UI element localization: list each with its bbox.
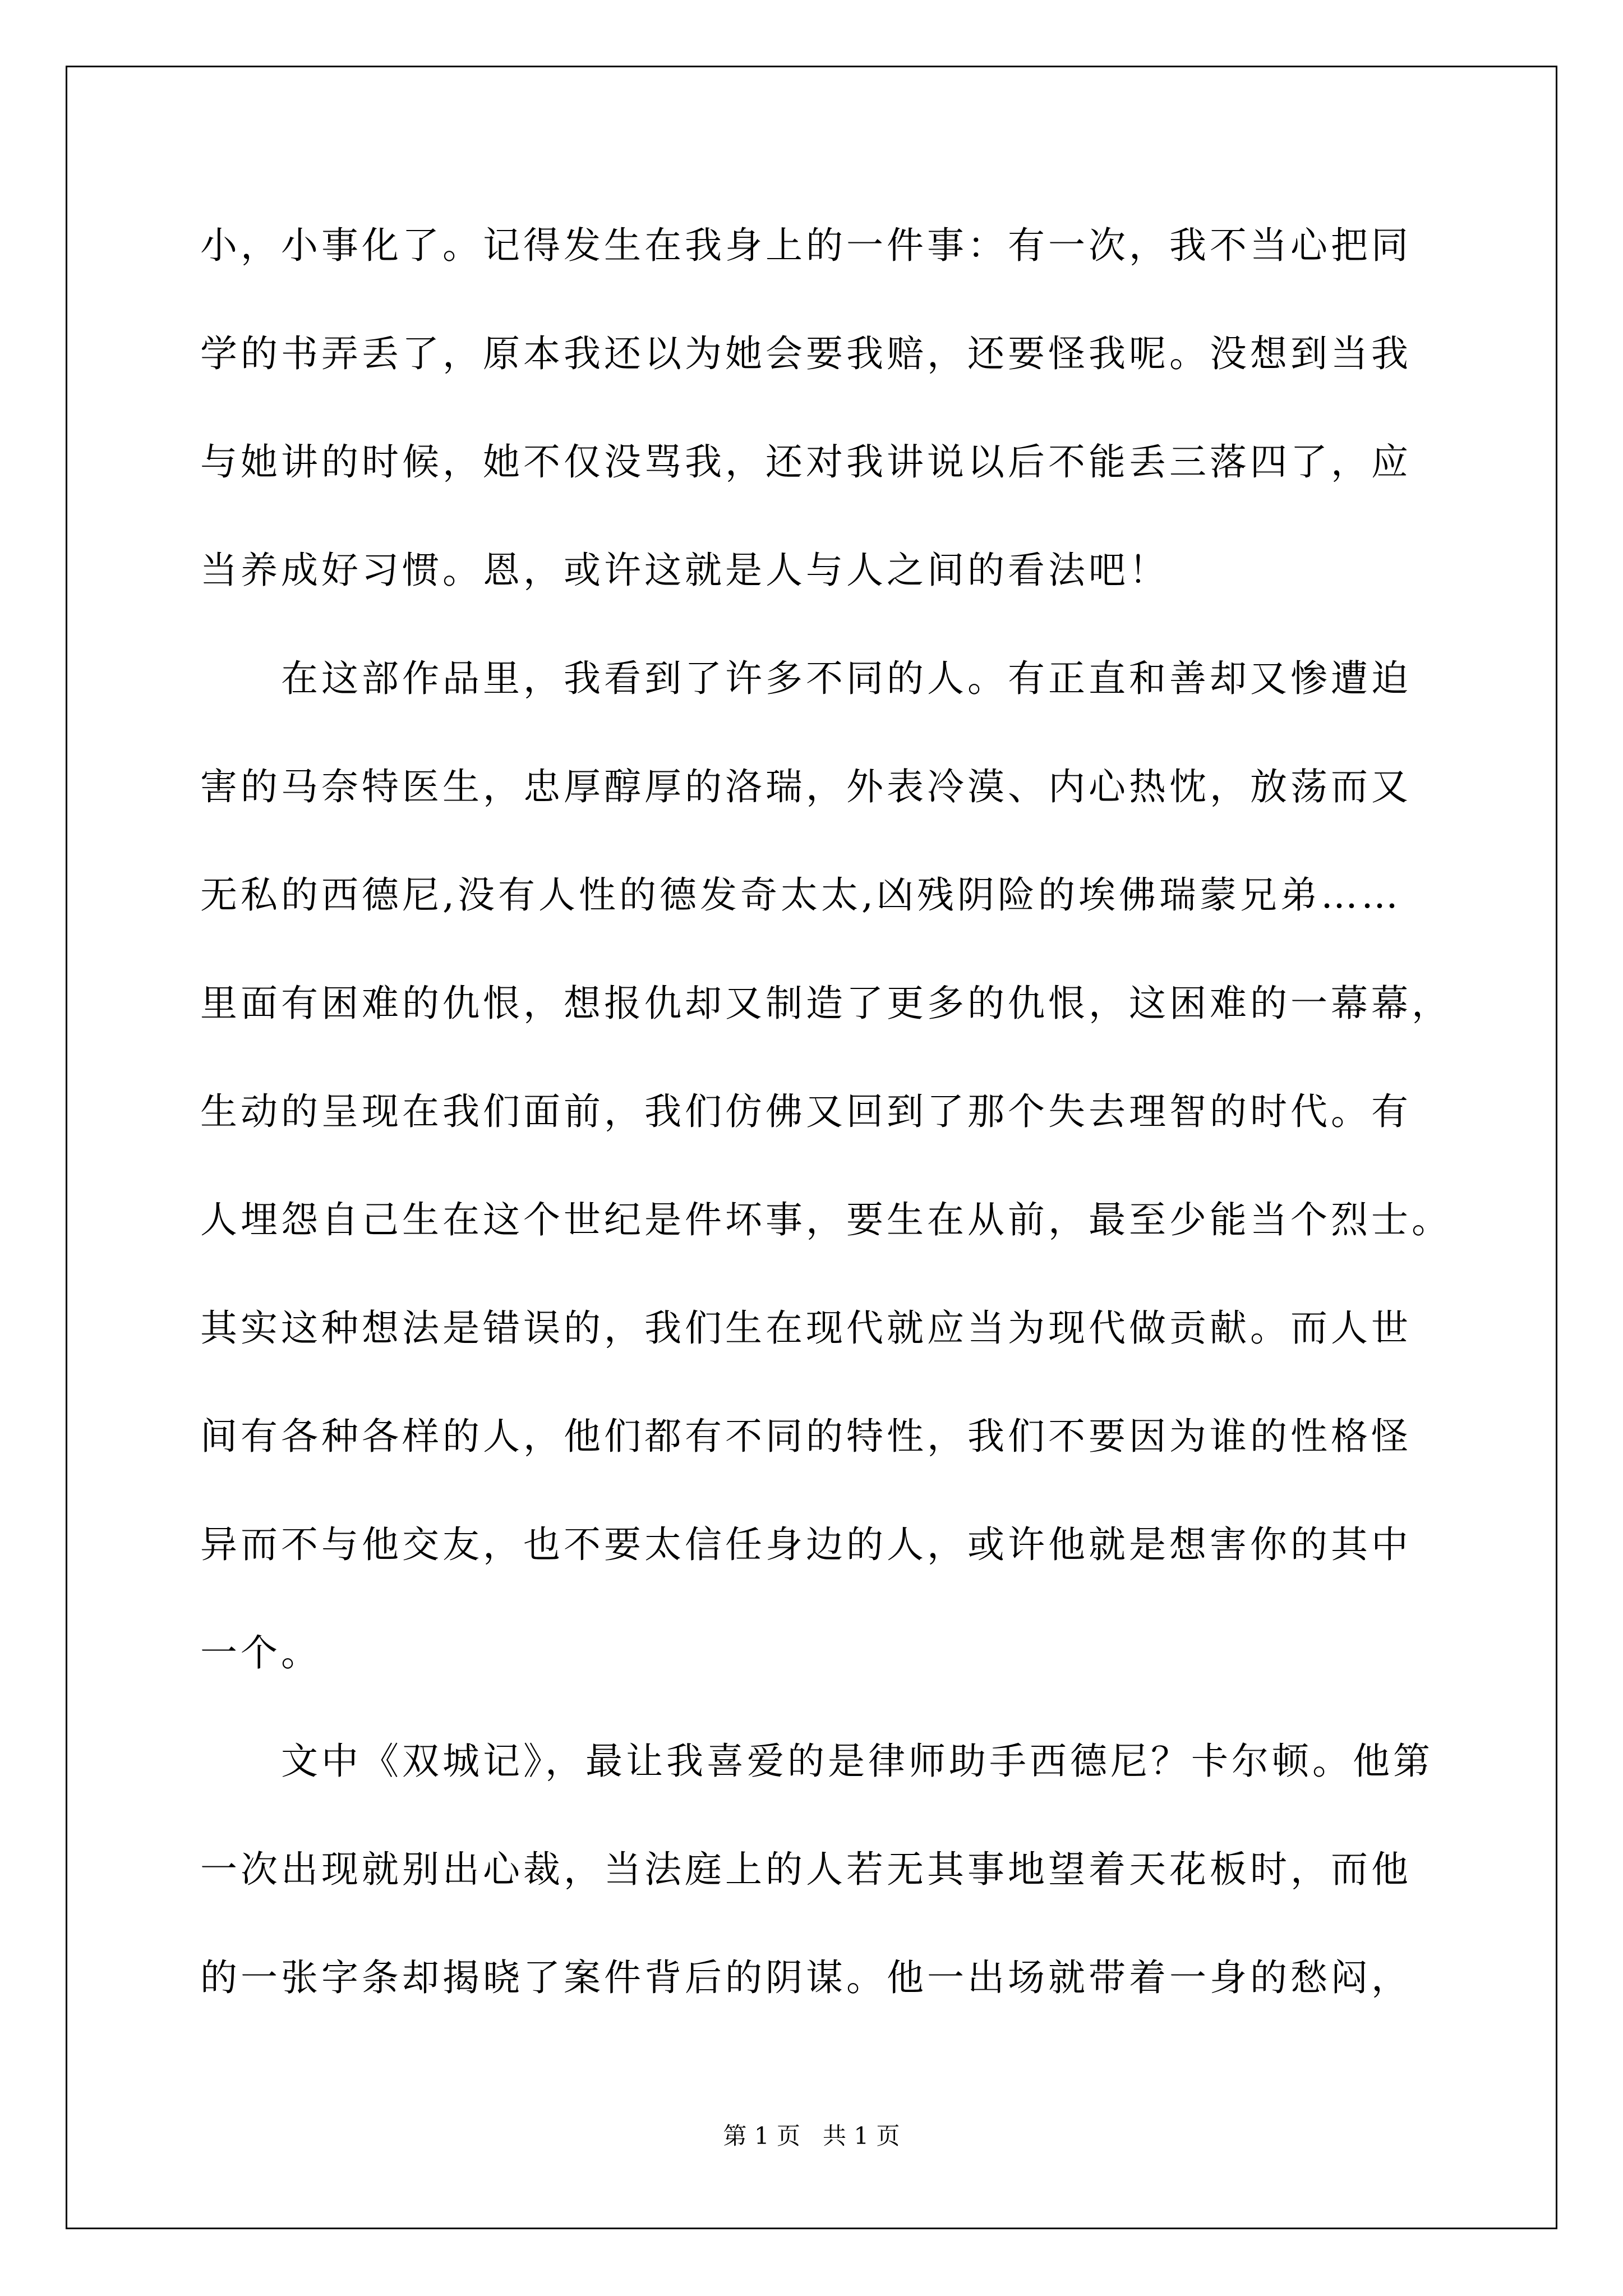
text-line: 一次出现就别出心裁，当法庭上的人若无其事地望着天花板时，而他 bbox=[200, 1848, 1412, 1891]
paragraph-start-line: 在这部作品里，我看到了许多不同的人。有正直和善却又惨遭迫 bbox=[200, 657, 1412, 700]
text-line: 的一张字条却揭晓了案件背后的阴谋。他一出场就带着一身的愁闷， bbox=[200, 1956, 1412, 1999]
page-number-footer: 第 1 页 共 1 页 bbox=[723, 2122, 900, 2150]
text-line: 一个。 bbox=[200, 1631, 321, 1674]
text-line: 间有各种各样的人，他们都有不同的特性，我们不要因为谁的性格怪 bbox=[200, 1415, 1412, 1458]
text-line: 与她讲的时候，她不仅没骂我，还对我讲说以后不能丢三落四了，应 bbox=[200, 440, 1412, 484]
text-line: 异而不与他交友，也不要太信任身边的人，或许他就是想害你的其中 bbox=[200, 1523, 1412, 1566]
text-line: 人埋怨自己生在这个世纪是件坏事，要生在从前，最至少能当个烈士。 bbox=[200, 1198, 1452, 1241]
text-line: 里面有困难的仇恨，想报仇却又制造了更多的仇恨，这困难的一幕幕， bbox=[200, 982, 1452, 1025]
page-border bbox=[66, 66, 1557, 2229]
paragraph-start-line: 文中《双城记》，最让我喜爱的是律师助手西德尼？卡尔顿。他第 bbox=[200, 1740, 1433, 1783]
text-line: 生动的呈现在我们面前，我们仿佛又回到了那个失去理智的时代。有 bbox=[200, 1090, 1412, 1133]
text-line: 学的书弄丢了，原本我还以为她会要我赔，还要怪我呢。没想到当我 bbox=[200, 332, 1412, 375]
text-line: 其实这种想法是错误的，我们生在现代就应当为现代做贡献。而人世 bbox=[200, 1306, 1412, 1350]
text-line: 无私的西德尼,没有人性的德发奇太太,凶残阴险的埃佛瑞蒙兄弟…… bbox=[200, 873, 1401, 917]
text-line: 害的马奈特医生，忠厚醇厚的洛瑞，外表冷漠、内心热忱，放荡而又 bbox=[200, 765, 1412, 808]
text-line: 当养成好习惯。恩，或许这就是人与人之间的看法吧！ bbox=[200, 549, 1169, 592]
text-line: 小，小事化了。记得发生在我身上的一件事：有一次，我不当心把同 bbox=[200, 224, 1412, 267]
